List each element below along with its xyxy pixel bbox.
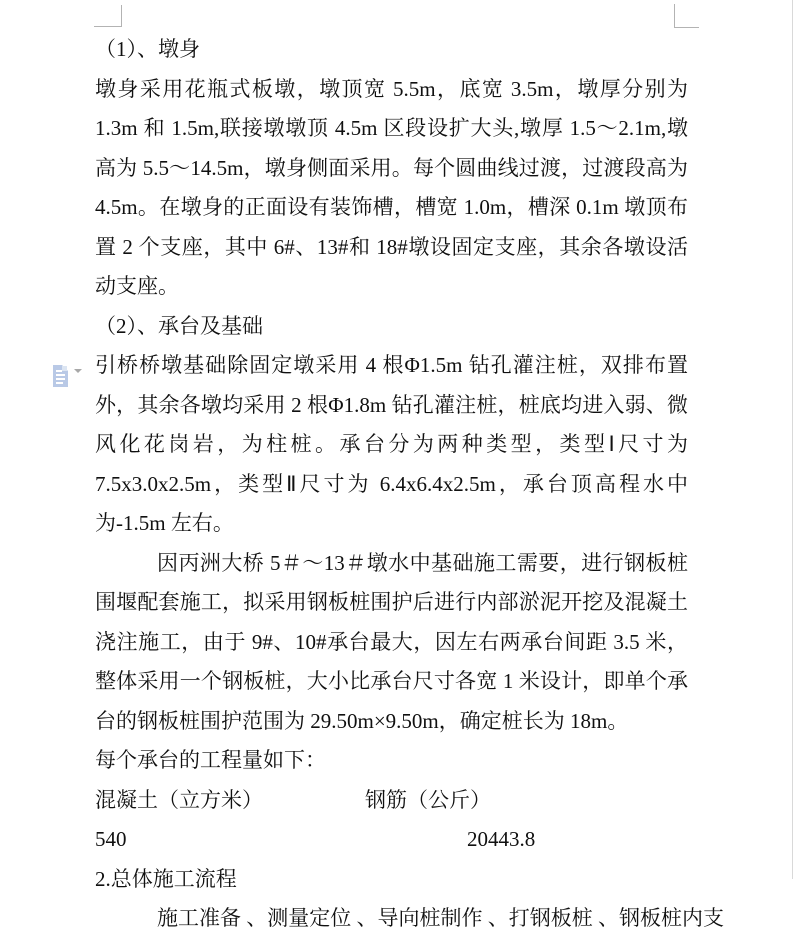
doc-text-line (56, 382, 63, 384)
rebar-header: 钢筋（公斤） (365, 787, 491, 812)
doc-text-line (56, 370, 62, 372)
chevron-down-icon[interactable] (74, 373, 82, 391)
section-heading-overall-process: 2.总体施工流程 (95, 866, 237, 891)
folded-corner-shade (62, 366, 67, 371)
paragraph-foundation: 引桥桥墩基础除固定墩采用 4 根Φ1.5m 钻孔灌注桩，双排布置外，其余各墩均采用 2 根Φ1.8m 钻孔灌注桩，桩底均进入弱、微风化花岗岩，为柱桩。承台分为两种类型，类型Ⅰ尺寸为 7.5x3.0x2.5m，类型Ⅱ尺寸为 6.4x6.4x2.5m，承台顶高程水中为-1.5m 左右。 (95, 353, 688, 535)
construction-flow-line: 施工准备 、测量定位 、导向桩制作 、打钢板桩 、钢板桩内支 (157, 906, 724, 930)
top-right-margin-crop-mark (674, 4, 699, 28)
section-heading-cap-foundation: （2）、承台及基础 (95, 313, 263, 338)
quantity-header-row (95, 781, 688, 821)
document-icon[interactable] (53, 365, 68, 387)
section-heading-pier: （1）、墩身 (95, 37, 200, 61)
chevron-triangle (74, 369, 82, 390)
concrete-value: 540 (95, 827, 127, 851)
paragraph-cofferdam: 因丙洲大桥 5＃～13＃墩水中基础施工需要，进行钢板桩围堰配套施工，拟采用钢板桩围护后进行内部淤泥开挖及混凝土浇注施工，由于 9#、10#承台最大，因左右两承台间距 3.5 米，整体采用一个钢板桩，大小比承台尺寸各宽 1 米设计，即单个承台的钢板桩围护范围为 29.50m×9.50m，确定桩长为 18m。 (95, 550, 688, 733)
doc-text-line (56, 374, 65, 376)
quantity-value-row (95, 820, 688, 860)
paragraph-pier-body: 墩身采用花瓶式板墩，墩顶宽 5.5m，底宽 3.5m，墩厚分别为 1.3m 和 1.5m,联接墩墩顶 4.5m 区段设扩大头,墩厚 1.5～2.1m,墩高为 5.5～14.5m，墩身侧面采用。每个圆曲线过渡，过渡段高为 4.5m。在墩身的正面设有装饰槽，槽宽 1.0m，槽深 0.1m 墩顶布置 2 个支座，其中 6#、13#和 18#墩设固定支座，其余各墩设活动支座。 (95, 76, 688, 298)
text-column[interactable] (95, 30, 724, 939)
doc-text-line (56, 378, 65, 380)
concrete-header: 混凝土（立方米） (95, 787, 263, 812)
page-right-edge (792, 0, 793, 879)
quantity-intro-line: 每个承台的工程量如下： (95, 748, 326, 772)
margin-floatie[interactable] (53, 365, 82, 391)
top-left-margin-crop-mark (94, 5, 122, 27)
rebar-value: 20443.8 (467, 827, 536, 851)
